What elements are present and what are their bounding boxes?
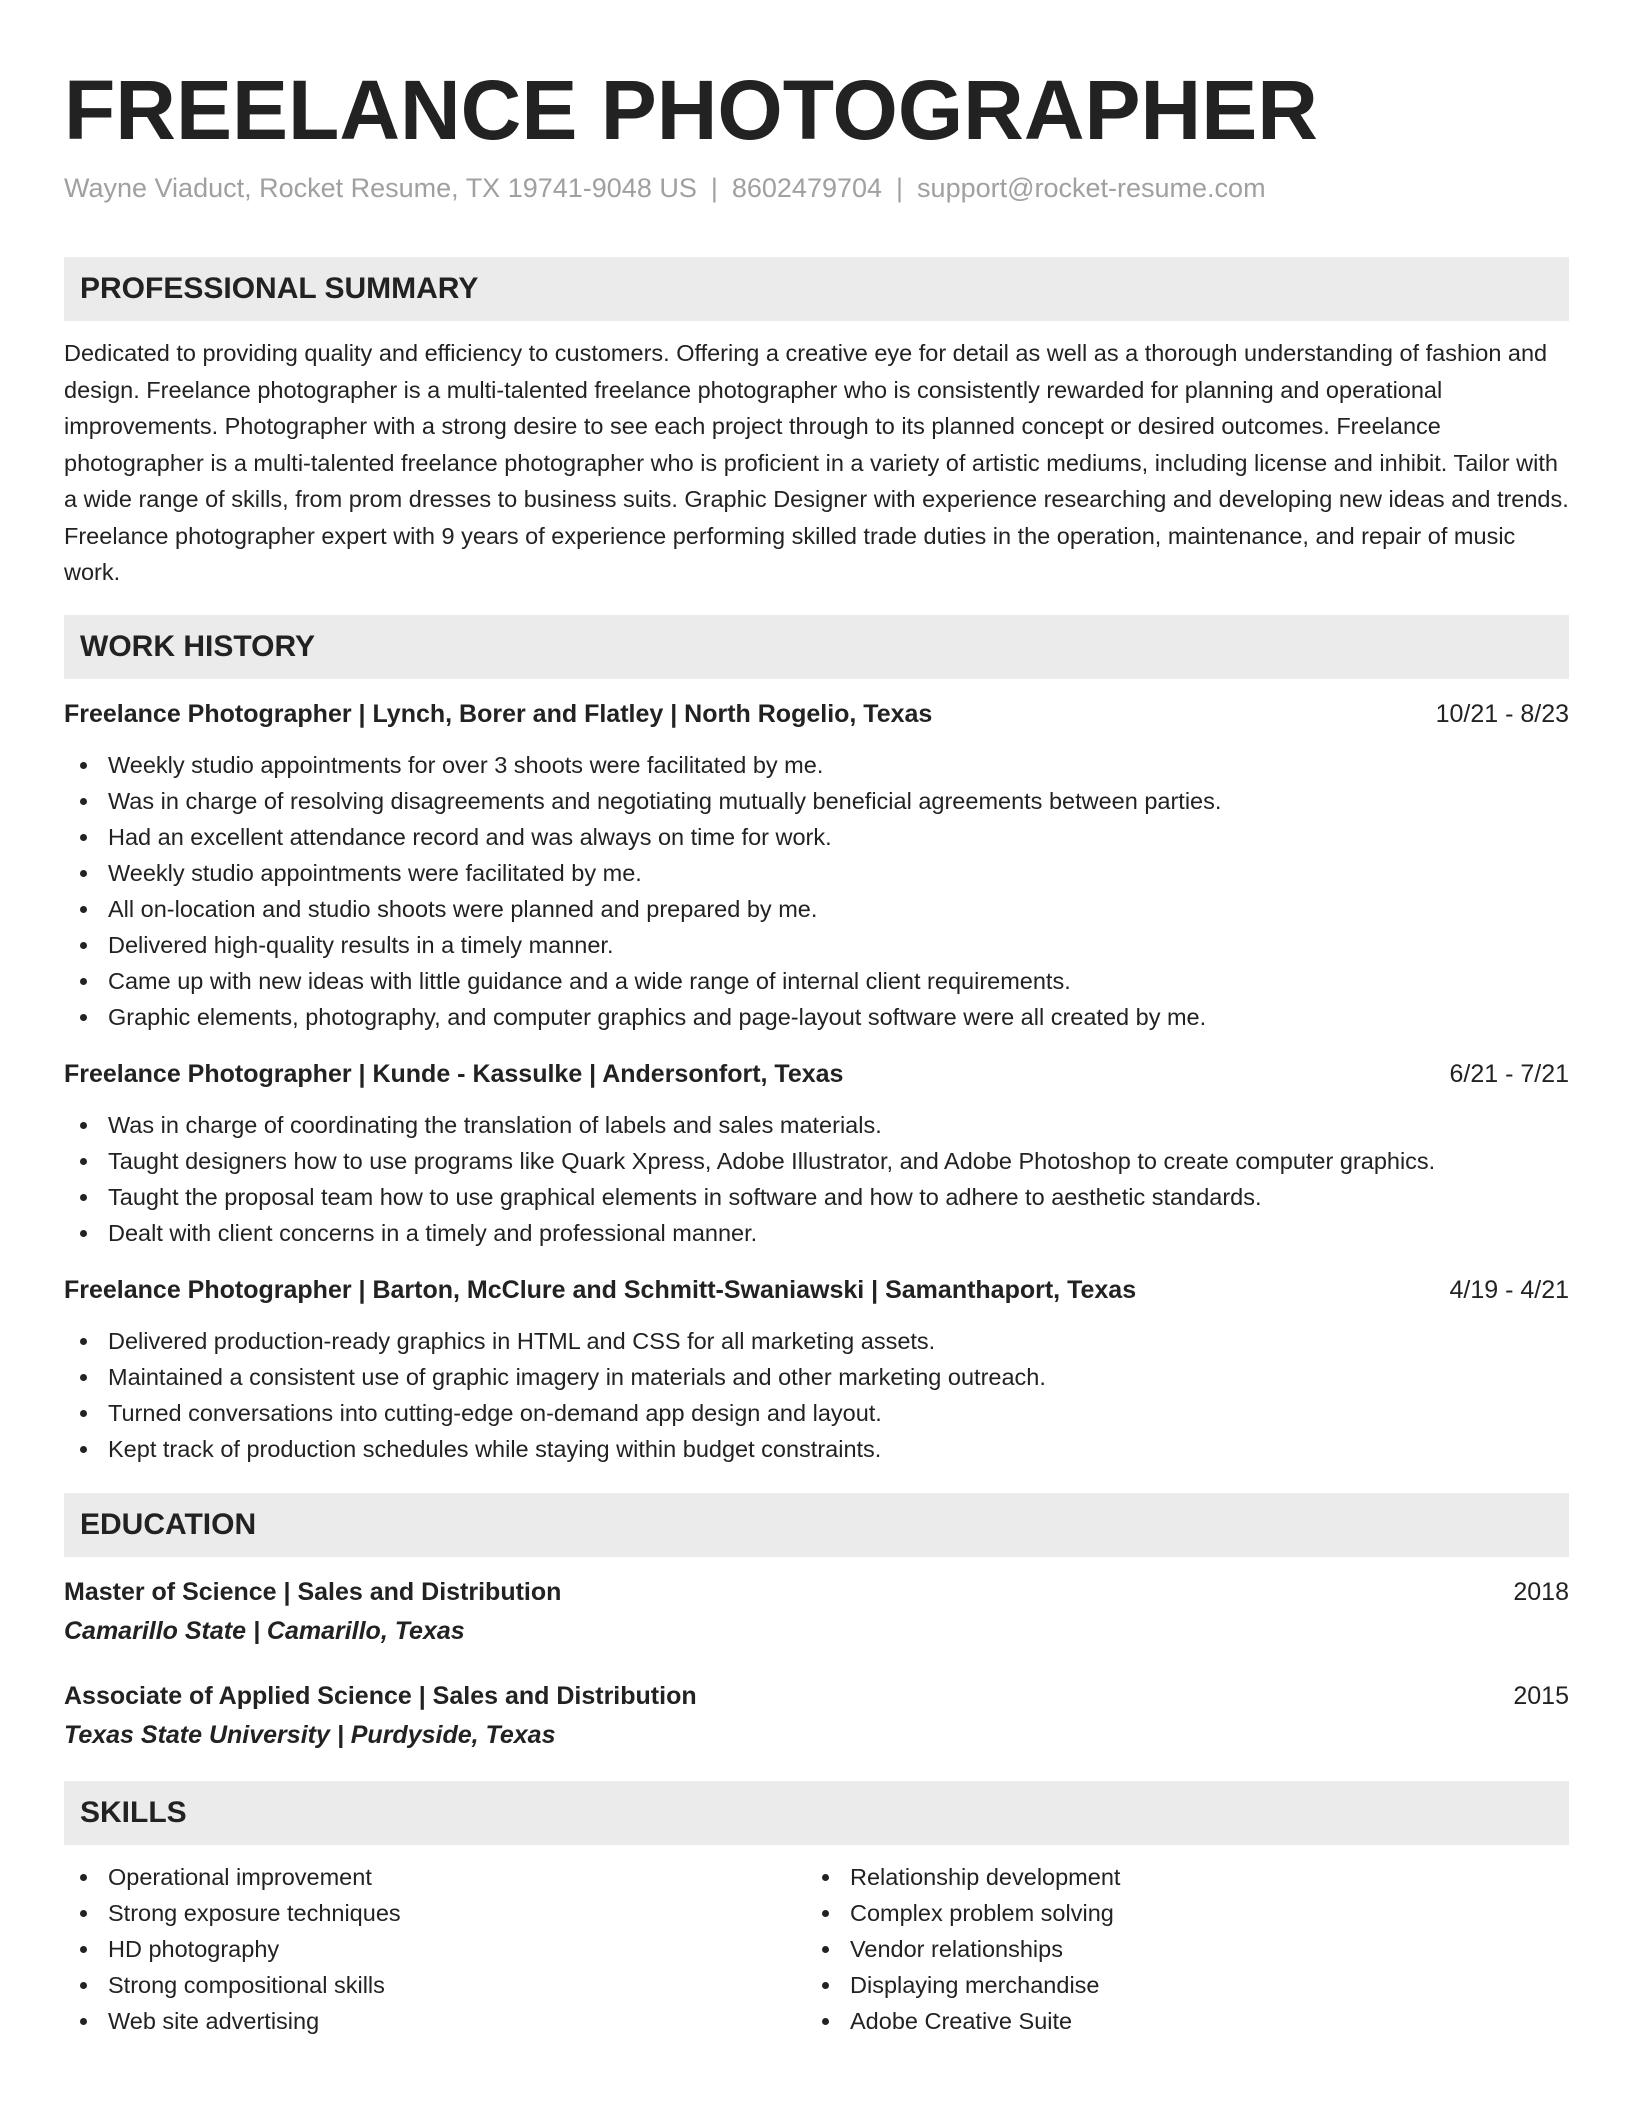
education-entry <box>64 1677 1569 1755</box>
job-title-row <box>64 1055 1569 1093</box>
job-title-row <box>64 695 1569 733</box>
job-bullet: Dealt with client concerns in a timely and professional manner. <box>64 1215 1569 1251</box>
education-year: 2018 <box>1513 1577 1569 1606</box>
education-title-row <box>64 1573 1569 1611</box>
skill-item: Vendor relationships <box>806 1931 1548 1967</box>
job-entry <box>64 695 1569 1035</box>
skill-item: Displaying merchandise <box>806 1967 1548 2003</box>
job-bullet: Maintained a consistent use of graphic imagery in materials and other marketing outreach. <box>64 1359 1569 1395</box>
skill-item: Relationship development <box>806 1859 1548 1895</box>
skills-column-right <box>806 1859 1548 2039</box>
skills-columns <box>64 1859 1569 2039</box>
job-title-row <box>64 1271 1569 1309</box>
job-bullet-list <box>64 747 1569 1035</box>
skill-item: Web site advertising <box>64 2003 806 2039</box>
section-heading-summary: PROFESSIONAL SUMMARY <box>64 257 1569 321</box>
contact-separator: | <box>710 173 718 203</box>
contact-line <box>64 170 1569 206</box>
job-bullet: Taught the proposal team how to use graphical elements in software and how to adhere to aesthetic standards. <box>64 1179 1569 1215</box>
job-bullet-list <box>64 1107 1569 1251</box>
job-bullet: Graphic elements, photography, and computer graphics and page-layout software were all created by me. <box>64 999 1569 1035</box>
job-dates: 4/19 - 4/21 <box>1449 1275 1569 1304</box>
skill-item: HD photography <box>64 1931 806 1967</box>
skill-item: Strong compositional skills <box>64 1967 806 2003</box>
skill-item: Strong exposure techniques <box>64 1895 806 1931</box>
job-dates: 6/21 - 7/21 <box>1449 1059 1569 1088</box>
skill-item: Adobe Creative Suite <box>806 2003 1548 2039</box>
job-bullet: Came up with new ideas with little guidance and a wide range of internal client requirements. <box>64 963 1569 999</box>
skill-item: Operational improvement <box>64 1859 806 1895</box>
contact-email: support@rocket-resume.com <box>917 173 1266 203</box>
summary-paragraph: Dedicated to providing quality and efficiency to customers. Offering a creative eye for detail as well as a thorough understanding of fashion and design. Freelance photographer is a multi-talented freelance photographer who is consistently rewarded for planning and operational improvements. Photographer with a strong desire to see each project through to its planned concept or desired outcomes. Freelance photographer is a multi-talented freelance photographer who is proficient in a variety of artistic mediums, including license and inhibit. Tailor with a wide range of skills, from prom dresses to business suits. Graphic Designer with experience researching and developing new ideas and trends. Freelance photographer expert with 9 years of experience performing skilled trade duties in the operation, maintenance, and repair of music work. <box>64 340 1569 585</box>
education-school: Texas State University | Purdyside, Texas <box>64 1720 556 1749</box>
job-entry <box>64 1055 1569 1251</box>
job-bullet: Was in charge of coordinating the translation of labels and sales materials. <box>64 1107 1569 1143</box>
section-heading-education: EDUCATION <box>64 1493 1569 1557</box>
resume-name-title: FREELANCE PHOTOGRAPHER <box>64 63 1318 157</box>
job-bullet: Delivered production-ready graphics in HTML and CSS for all marketing assets. <box>64 1323 1569 1359</box>
education-school: Camarillo State | Camarillo, Texas <box>64 1616 465 1645</box>
job-bullet: Had an excellent attendance record and was always on time for work. <box>64 819 1569 855</box>
job-bullet: Taught designers how to use programs like Quark Xpress, Adobe Illustrator, and Adobe Photoshop to create computer graphics. <box>64 1143 1569 1179</box>
job-title: Freelance Photographer | Kunde - Kassulke | Andersonfort, Texas <box>64 1059 844 1088</box>
job-bullet: All on-location and studio shoots were planned and prepared by me. <box>64 891 1569 927</box>
job-dates: 10/21 - 8/23 <box>1435 699 1569 728</box>
job-entry <box>64 1271 1569 1467</box>
job-bullet: Was in charge of resolving disagreements and negotiating mutually beneficial agreements between parties. <box>64 783 1569 819</box>
contact-phone: 8602479704 <box>731 173 883 203</box>
skill-item: Complex problem solving <box>806 1895 1548 1931</box>
job-title: Freelance Photographer | Lynch, Borer and Flatley | North Rogelio, Texas <box>64 699 933 728</box>
skills-list <box>64 1859 806 2039</box>
job-bullet-list <box>64 1323 1569 1467</box>
education-title-row <box>64 1677 1569 1715</box>
skills-list <box>806 1859 1548 2039</box>
education-year: 2015 <box>1513 1681 1569 1710</box>
contact-separator: | <box>896 173 904 203</box>
section-heading-work-history: WORK HISTORY <box>64 615 1569 679</box>
job-bullet: Delivered high-quality results in a timely manner. <box>64 927 1569 963</box>
education-entry <box>64 1573 1569 1651</box>
contact-address: Wayne Viaduct, Rocket Resume, TX 19741-9048 US <box>64 173 697 203</box>
skills-column-left <box>64 1859 806 2039</box>
section-heading-skills: SKILLS <box>64 1781 1569 1845</box>
education-degree: Master of Science | Sales and Distribution <box>64 1577 562 1606</box>
job-title: Freelance Photographer | Barton, McClure and Schmitt-Swaniawski | Samanthaport, Texas <box>64 1275 1137 1304</box>
job-bullet: Turned conversations into cutting-edge on-demand app design and layout. <box>64 1395 1569 1431</box>
education-degree: Associate of Applied Science | Sales and Distribution <box>64 1681 697 1710</box>
job-bullet: Kept track of production schedules while staying within budget constraints. <box>64 1431 1569 1467</box>
job-bullet: Weekly studio appointments were facilitated by me. <box>64 855 1569 891</box>
job-bullet: Weekly studio appointments for over 3 shoots were facilitated by me. <box>64 747 1569 783</box>
